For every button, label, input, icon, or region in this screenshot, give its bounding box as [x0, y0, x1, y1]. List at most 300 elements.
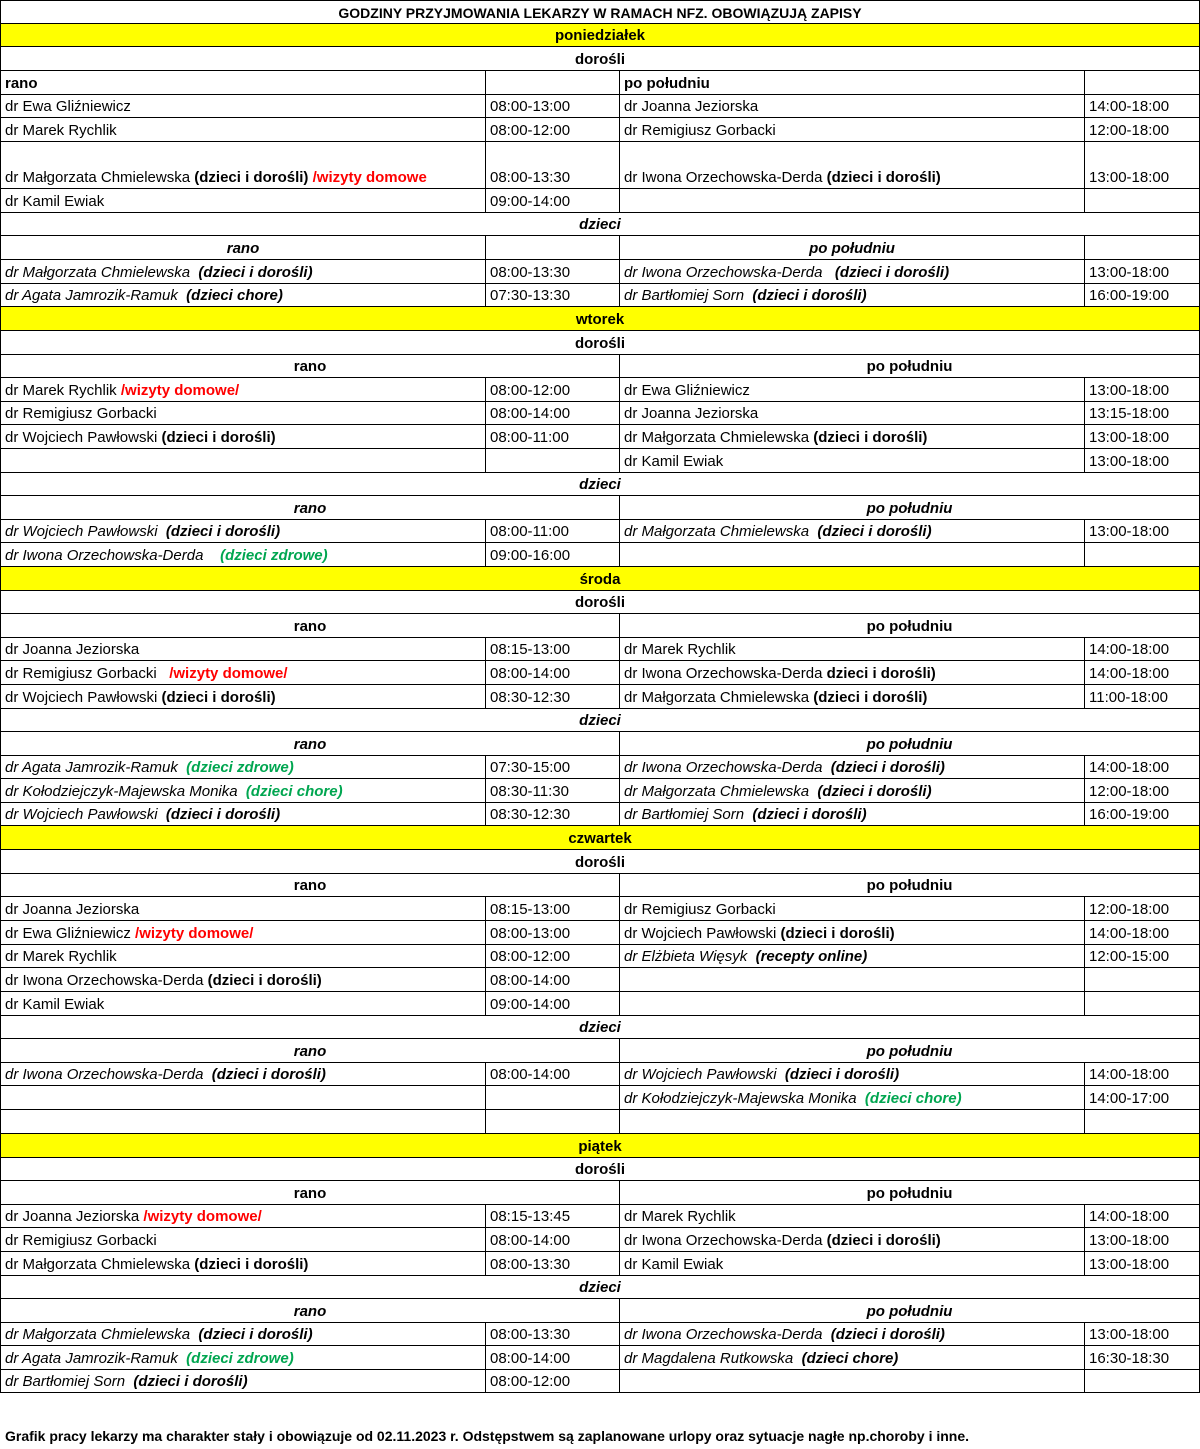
- morning-doctor: [1, 968, 486, 991]
- afternoon-doctor: [620, 1346, 1085, 1369]
- doctor-row: [0, 1205, 1200, 1228]
- cell-text-segment: (dzieci chore): [864, 1090, 962, 1107]
- afternoon-doctor: [620, 661, 1085, 684]
- day-row: [0, 307, 1200, 331]
- afternoon-hours: 14:00-18:00: [1085, 661, 1200, 684]
- section-label: dorośli: [1, 47, 1200, 70]
- cell-text-segment: (dzieci i dorośli): [813, 689, 928, 706]
- cell-text-segment: dr Małgorzata Chmielewska: [5, 1326, 199, 1343]
- afternoon-hours: [1085, 1110, 1200, 1133]
- shift-header-row: [0, 1039, 1200, 1063]
- section-label: dorośli: [1, 591, 1200, 613]
- morning-header: rano: [1, 71, 486, 94]
- cell-text-segment: dr Iwona Orzechowska-Derda: [5, 1066, 212, 1083]
- doctor-row: [0, 921, 1200, 945]
- cell-text-segment: dr Remigiusz Gorbacki: [624, 122, 776, 139]
- shift-header-row: [0, 1181, 1200, 1205]
- cell-text-segment: dr Magdalena Rutkowska: [624, 1350, 802, 1367]
- cell-text-segment: dr Wojciech Pawłowski: [5, 429, 162, 446]
- day-row: [0, 567, 1200, 591]
- morning-doctor: [1, 118, 486, 141]
- afternoon-hours: 13:00-18:00: [1085, 449, 1200, 472]
- morning-doctor: [1, 425, 486, 448]
- doctor-row: [0, 425, 1200, 449]
- cell-text-segment: (dzieci i dorośli): [813, 429, 928, 446]
- cell-text-segment: dr Joanna Jeziorska: [624, 405, 759, 422]
- cell-text-segment: dr Małgorzata Chmielewska: [5, 169, 195, 186]
- morning-doctor: [1, 1228, 486, 1251]
- day-label: poniedziałek: [1, 24, 1200, 46]
- morning-doctor: [1, 378, 486, 401]
- morning-hours: 08:00-14:00: [486, 1063, 620, 1085]
- cell-text-segment: dr Remigiusz Gorbacki: [5, 1232, 157, 1249]
- cell-text-segment: (dzieci i dorośli): [165, 523, 281, 540]
- doctor-row: [0, 992, 1200, 1016]
- section-label: dzieci: [1, 213, 1200, 235]
- section-label: dorośli: [1, 850, 1200, 873]
- cell-text-segment: dr Agata Jamrozik-Ramuk: [5, 287, 187, 304]
- cell-text-segment: (dzieci chore): [186, 287, 283, 304]
- day-label: czwartek: [1, 826, 1200, 849]
- afternoon-doctor: [620, 284, 1085, 306]
- morning-doctor: [1, 1252, 486, 1275]
- empty-cell: [486, 71, 620, 94]
- morning-header: rano: [1, 1039, 620, 1062]
- morning-doctor: [1, 661, 486, 684]
- shift-header-row: [0, 496, 1200, 520]
- morning-hours: 09:00-16:00: [486, 543, 620, 566]
- doctor-row: [0, 803, 1200, 826]
- section-label: dzieci: [1, 1276, 1200, 1298]
- cell-text-segment: (dzieci i dorośli): [830, 1326, 945, 1343]
- morning-header: rano: [1, 732, 620, 755]
- afternoon-doctor: [620, 449, 1085, 472]
- doctor-row: [0, 1086, 1200, 1110]
- cell-text-segment: (dzieci i dorośli): [817, 523, 932, 540]
- afternoon-header: po południu: [620, 1181, 1200, 1204]
- cell-text-segment: dr Kamil Ewiak: [5, 193, 105, 210]
- morning-doctor: [1, 803, 486, 825]
- morning-doctor: [1, 543, 486, 566]
- doctor-row: [0, 189, 1200, 213]
- morning-hours: 08:00-11:00: [486, 425, 620, 448]
- afternoon-hours: [1085, 1370, 1200, 1392]
- afternoon-hours: [1085, 189, 1200, 212]
- cell-text-segment: (dzieci i dorośli): [198, 1326, 313, 1343]
- cell-text-segment: (dzieci chore): [245, 783, 343, 800]
- section-row: [0, 213, 1200, 236]
- cell-text-segment: dr Marek Rychlik: [624, 1208, 736, 1225]
- morning-doctor: [1, 945, 486, 967]
- doctor-row: [0, 779, 1200, 803]
- afternoon-header: po południu: [620, 874, 1200, 896]
- doctor-row: [0, 260, 1200, 284]
- afternoon-doctor: [620, 425, 1085, 448]
- doctor-row: [0, 520, 1200, 543]
- morning-doctor: [1, 142, 486, 188]
- cell-text-segment: dr Joanna Jeziorska: [5, 641, 140, 658]
- doctor-row: [0, 1370, 1200, 1393]
- afternoon-doctor: [620, 1063, 1085, 1085]
- cell-text-segment: dr Joanna Jeziorska: [5, 901, 140, 918]
- cell-text-segment: dr Marek Rychlik: [5, 948, 117, 965]
- cell-text-segment: dr Kamil Ewiak: [624, 453, 724, 470]
- cell-text-segment: dr Remigiusz Gorbacki: [624, 901, 776, 918]
- afternoon-doctor: [620, 1086, 1085, 1109]
- morning-doctor: [1, 992, 486, 1015]
- afternoon-doctor: [620, 520, 1085, 542]
- cell-text-segment: dr Iwona Orzechowska-Derda: [624, 264, 835, 281]
- cell-text-segment: (dzieci i dorośli): [161, 689, 276, 706]
- afternoon-doctor: [620, 142, 1085, 188]
- afternoon-header: po południu: [620, 355, 1200, 377]
- cell-text-segment: dr Bartłomiej Sorn: [5, 1373, 134, 1390]
- doctor-row: [0, 1346, 1200, 1370]
- cell-text-segment: dr Ewa Gliźniewicz: [624, 382, 750, 399]
- afternoon-hours: 14:00-18:00: [1085, 756, 1200, 778]
- morning-hours: 07:30-15:00: [486, 756, 620, 778]
- empty-cell: [486, 236, 620, 259]
- morning-hours: 08:00-13:30: [486, 260, 620, 283]
- cell-text-segment: dr Bartłomiej Sorn: [624, 806, 753, 823]
- afternoon-hours: 12:00-18:00: [1085, 779, 1200, 802]
- doctor-row: [0, 1228, 1200, 1252]
- afternoon-header: po południu: [620, 496, 1200, 519]
- cell-text-segment: (dzieci i dorośli): [784, 1066, 900, 1083]
- morning-header: rano: [1, 1299, 620, 1322]
- cell-text-segment: dr Bartłomiej Sorn: [624, 287, 753, 304]
- day-row: [0, 24, 1200, 47]
- afternoon-hours: 13:00-18:00: [1085, 425, 1200, 448]
- morning-header: rano: [1, 496, 620, 519]
- morning-doctor: [1, 1086, 486, 1109]
- afternoon-hours: 14:00-17:00: [1085, 1086, 1200, 1109]
- afternoon-doctor: [620, 1110, 1085, 1133]
- afternoon-hours: [1085, 992, 1200, 1015]
- cell-text-segment: dr Ewa Gliźniewicz: [5, 98, 131, 115]
- morning-hours: 08:00-14:00: [486, 968, 620, 991]
- morning-doctor: [1, 685, 486, 708]
- morning-doctor: [1, 1370, 486, 1392]
- cell-text-segment: dr Joanna Jeziorska: [624, 98, 759, 115]
- morning-doctor: [1, 756, 486, 778]
- afternoon-hours: 14:00-18:00: [1085, 95, 1200, 117]
- afternoon-header: po południu: [620, 614, 1200, 637]
- morning-doctor: [1, 779, 486, 802]
- empty-cell: [1085, 71, 1200, 94]
- section-row: [0, 850, 1200, 874]
- section-label: dzieci: [1, 709, 1200, 731]
- cell-text-segment: dr Małgorzata Chmielewska: [624, 783, 818, 800]
- afternoon-doctor: [620, 189, 1085, 212]
- cell-text-segment: dr Wojciech Pawłowski: [5, 689, 162, 706]
- doctor-row: [0, 378, 1200, 402]
- section-row: [0, 1016, 1200, 1039]
- afternoon-doctor: [620, 260, 1085, 283]
- cell-text-segment: (dzieci i dorośli): [752, 806, 867, 823]
- cell-text-segment: dr Remigiusz Gorbacki: [5, 665, 170, 682]
- cell-text-segment: dr Agata Jamrozik-Ramuk: [5, 1350, 187, 1367]
- morning-doctor: [1, 284, 486, 306]
- doctor-row: [0, 685, 1200, 709]
- section-row: [0, 331, 1200, 355]
- footer-note: Grafik pracy lekarzy ma charakter stały i obowiązuje od 02.11.2023 r. Odstępstwem są zaplanowane urlopy oraz sytuacje nagłe np.choroby i inne.: [5, 1428, 970, 1444]
- section-label: dorośli: [1, 331, 1200, 354]
- morning-hours: [486, 1110, 620, 1133]
- doctor-row: [0, 968, 1200, 992]
- doctor-row: [0, 118, 1200, 142]
- shift-header-row: [0, 1299, 1200, 1323]
- morning-doctor: [1, 95, 486, 117]
- afternoon-hours: 14:00-18:00: [1085, 1063, 1200, 1085]
- cell-text-segment: dr Małgorzata Chmielewska: [624, 689, 814, 706]
- afternoon-doctor: [620, 95, 1085, 117]
- morning-hours: 08:00-13:00: [486, 95, 620, 117]
- day-label: środa: [1, 567, 1200, 590]
- afternoon-hours: 12:00-18:00: [1085, 897, 1200, 920]
- doctor-row: [0, 1110, 1200, 1134]
- day-label: wtorek: [1, 307, 1200, 330]
- afternoon-hours: 12:00-18:00: [1085, 118, 1200, 141]
- section-row: [0, 47, 1200, 71]
- afternoon-doctor: [620, 779, 1085, 802]
- cell-text-segment: dr Marek Rychlik: [5, 382, 121, 399]
- cell-text-segment: /wizyty domowe/: [135, 925, 254, 942]
- morning-hours: 08:00-13:30: [486, 142, 620, 188]
- cell-text-segment: dr Iwona Orzechowska-Derda: [5, 972, 208, 989]
- morning-header: rano: [1, 614, 620, 637]
- doctor-row: [0, 1323, 1200, 1346]
- morning-doctor: [1, 189, 486, 212]
- cell-text-segment: (dzieci i dorośli): [780, 925, 895, 942]
- morning-hours: 08:00-14:00: [486, 661, 620, 684]
- doctor-row: [0, 638, 1200, 661]
- cell-text-segment: dr Remigiusz Gorbacki: [5, 405, 157, 422]
- morning-hours: 08:15-13:00: [486, 638, 620, 660]
- afternoon-doctor: [620, 1252, 1085, 1275]
- cell-text-segment: (dzieci i dorośli): [830, 759, 945, 776]
- afternoon-hours: 13:00-18:00: [1085, 260, 1200, 283]
- cell-text-segment: dr Małgorzata Chmielewska: [5, 264, 199, 281]
- cell-text-segment: dr Małgorzata Chmielewska: [5, 1256, 195, 1273]
- doctor-row: [0, 449, 1200, 473]
- cell-text-segment: (dzieci i dorośli): [194, 1256, 309, 1273]
- doctor-row: [0, 1252, 1200, 1276]
- cell-text-segment: dr Wojciech Pawłowski: [5, 806, 166, 823]
- morning-hours: 08:00-14:00: [486, 1346, 620, 1369]
- afternoon-hours: 13:00-18:00: [1085, 142, 1200, 188]
- afternoon-hours: 14:00-18:00: [1085, 638, 1200, 660]
- afternoon-doctor: [620, 921, 1085, 944]
- doctor-row: [0, 661, 1200, 685]
- section-row: [0, 473, 1200, 496]
- afternoon-header: po południu: [620, 236, 1085, 259]
- morning-hours: 07:30-13:30: [486, 284, 620, 306]
- cell-text-segment: (dzieci i dorośli): [826, 169, 941, 186]
- morning-hours: 08:00-12:00: [486, 378, 620, 401]
- afternoon-doctor: [620, 1228, 1085, 1251]
- morning-hours: 08:00-14:00: [486, 1228, 620, 1251]
- morning-doctor: [1, 1063, 486, 1085]
- morning-doctor: [1, 260, 486, 283]
- morning-doctor: [1, 921, 486, 944]
- cell-text-segment: (dzieci chore): [801, 1350, 899, 1367]
- afternoon-hours: 11:00-18:00: [1085, 685, 1200, 708]
- doctor-row: [0, 897, 1200, 921]
- morning-doctor: [1, 1346, 486, 1369]
- cell-text-segment: dr Kamil Ewiak: [5, 996, 105, 1013]
- cell-text-segment: dr Wojciech Pawłowski: [624, 1066, 785, 1083]
- afternoon-doctor: [620, 378, 1085, 401]
- doctor-row: [0, 142, 1200, 189]
- afternoon-doctor: [620, 897, 1085, 920]
- cell-text-segment: dr Małgorzata Chmielewska: [624, 429, 814, 446]
- cell-text-segment: (dzieci i dorośli): [817, 783, 932, 800]
- cell-text-segment: /wizyty domowe: [308, 169, 427, 186]
- shift-header-row: [0, 732, 1200, 756]
- cell-text-segment: dr Kamil Ewiak: [624, 1256, 724, 1273]
- morning-header: rano: [1, 236, 486, 259]
- doctor-row: [0, 95, 1200, 118]
- afternoon-doctor: [620, 968, 1085, 991]
- cell-text-segment: /wizyty domowe/: [143, 1208, 262, 1225]
- cell-text-segment: dr Joanna Jeziorska: [5, 1208, 144, 1225]
- cell-text-segment: (dzieci zdrowe): [186, 1350, 294, 1367]
- cell-text-segment: dr Wojciech Pawłowski: [624, 925, 781, 942]
- cell-text-segment: (dzieci zdrowe): [220, 547, 328, 564]
- afternoon-doctor: [620, 1205, 1085, 1227]
- cell-text-segment: dr Kołodziejczyk-Majewska Monika: [624, 1090, 865, 1107]
- section-label: dzieci: [1, 1016, 1200, 1038]
- section-row: [0, 1158, 1200, 1181]
- afternoon-doctor: [620, 638, 1085, 660]
- cell-text-segment: dr Marek Rychlik: [5, 122, 117, 139]
- afternoon-hours: 13:00-18:00: [1085, 1323, 1200, 1345]
- morning-header: rano: [1, 874, 620, 896]
- morning-header: rano: [1, 355, 620, 377]
- afternoon-doctor: [620, 992, 1085, 1015]
- afternoon-doctor: [620, 1370, 1085, 1392]
- cell-text-segment: dr Iwona Orzechowska-Derda: [624, 1232, 827, 1249]
- morning-hours: 08:00-13:30: [486, 1323, 620, 1345]
- section-label: dorośli: [1, 1158, 1200, 1180]
- cell-text-segment: dr Iwona Orzechowska-Derda: [5, 547, 221, 564]
- morning-doctor: [1, 1323, 486, 1345]
- cell-text-segment: dr Małgorzata Chmielewska: [624, 523, 818, 540]
- morning-hours: 08:15-13:00: [486, 897, 620, 920]
- morning-hours: 08:00-11:00: [486, 520, 620, 542]
- cell-text-segment: dr Ewa Gliźniewicz: [5, 925, 136, 942]
- cell-text-segment: (dzieci i dorośli): [834, 264, 950, 281]
- cell-text-segment: (dzieci i dorośli): [194, 169, 309, 186]
- morning-header: rano: [1, 1181, 620, 1204]
- doctor-row: [0, 945, 1200, 968]
- cell-text-segment: (dzieci i dorośli): [133, 1373, 248, 1390]
- cell-text-segment: (dzieci i dorośli): [826, 1232, 941, 1249]
- section-row: [0, 591, 1200, 614]
- doctor-row: [0, 1063, 1200, 1086]
- afternoon-doctor: [620, 1323, 1085, 1345]
- afternoon-hours: 13:00-18:00: [1085, 1252, 1200, 1275]
- morning-hours: 08:00-13:00: [486, 921, 620, 944]
- afternoon-hours: 14:00-18:00: [1085, 921, 1200, 944]
- schedule-title: GODZINY PRZYJMOWANIA LEKARZY W RAMACH NFZ. OBOWIĄZUJĄ ZAPISY: [1, 1, 1200, 23]
- morning-doctor: [1, 897, 486, 920]
- cell-text-segment: dr Iwona Orzechowska-Derda: [624, 169, 827, 186]
- shift-header-row: [0, 614, 1200, 638]
- afternoon-hours: 16:00-19:00: [1085, 803, 1200, 825]
- morning-hours: 08:00-12:00: [486, 118, 620, 141]
- section-label: dzieci: [1, 473, 1200, 495]
- morning-doctor: [1, 1110, 486, 1133]
- cell-text-segment: dr Wojciech Pawłowski: [5, 523, 166, 540]
- afternoon-hours: 13:00-18:00: [1085, 1228, 1200, 1251]
- cell-text-segment: (dzieci i dorośli): [207, 972, 322, 989]
- cell-text-segment: (dzieci zdrowe): [186, 759, 294, 776]
- shift-header-row: [0, 874, 1200, 897]
- schedule-title-row: [0, 0, 1200, 24]
- morning-doctor: [1, 520, 486, 542]
- afternoon-hours: [1085, 968, 1200, 991]
- morning-hours: 08:00-12:00: [486, 945, 620, 967]
- morning-hours: 08:30-12:30: [486, 803, 620, 825]
- afternoon-hours: 13:00-18:00: [1085, 378, 1200, 401]
- afternoon-header: po południu: [620, 71, 1085, 94]
- cell-text-segment: dzieci i dorośli): [826, 665, 936, 682]
- doctor-row: [0, 543, 1200, 567]
- afternoon-hours: 16:30-18:30: [1085, 1346, 1200, 1369]
- morning-hours: 08:00-12:00: [486, 1370, 620, 1392]
- cell-text-segment: (dzieci i dorośli): [165, 806, 281, 823]
- cell-text-segment: dr Kołodziejczyk-Majewska Monika: [5, 783, 246, 800]
- afternoon-hours: 13:00-18:00: [1085, 520, 1200, 542]
- cell-text-segment: dr Iwona Orzechowska-Derda: [624, 1326, 831, 1343]
- afternoon-doctor: [620, 118, 1085, 141]
- cell-text-segment: dr Iwona Orzechowska-Derda: [624, 759, 831, 776]
- cell-text-segment: dr Iwona Orzechowska-Derda: [624, 665, 827, 682]
- doctor-row: [0, 756, 1200, 779]
- cell-text-segment: (dzieci i dorośli): [752, 287, 867, 304]
- empty-cell: [1085, 236, 1200, 259]
- morning-hours: 08:00-14:00: [486, 402, 620, 424]
- shift-header-row: [0, 71, 1200, 95]
- section-row: [0, 1276, 1200, 1299]
- day-label: piątek: [1, 1134, 1200, 1157]
- afternoon-doctor: [620, 402, 1085, 424]
- morning-hours: [486, 1086, 620, 1109]
- cell-text-segment: dr Marek Rychlik: [624, 641, 736, 658]
- cell-text-segment: dr Elżbieta Więsyk: [624, 948, 756, 965]
- afternoon-hours: 16:00-19:00: [1085, 284, 1200, 306]
- afternoon-header: po południu: [620, 1039, 1200, 1062]
- morning-doctor: [1, 402, 486, 424]
- afternoon-hours: 13:15-18:00: [1085, 402, 1200, 424]
- doctor-row: [0, 284, 1200, 307]
- afternoon-doctor: [620, 803, 1085, 825]
- afternoon-hours: 14:00-18:00: [1085, 1205, 1200, 1227]
- morning-doctor: [1, 638, 486, 660]
- afternoon-doctor: [620, 685, 1085, 708]
- morning-hours: 08:00-13:30: [486, 1252, 620, 1275]
- afternoon-doctor: [620, 756, 1085, 778]
- cell-text-segment: (recepty online): [755, 948, 868, 965]
- morning-hours: [486, 449, 620, 472]
- morning-doctor: [1, 1205, 486, 1227]
- afternoon-hours: [1085, 543, 1200, 566]
- section-row: [0, 709, 1200, 732]
- day-row: [0, 1134, 1200, 1158]
- morning-hours: 08:15-13:45: [486, 1205, 620, 1227]
